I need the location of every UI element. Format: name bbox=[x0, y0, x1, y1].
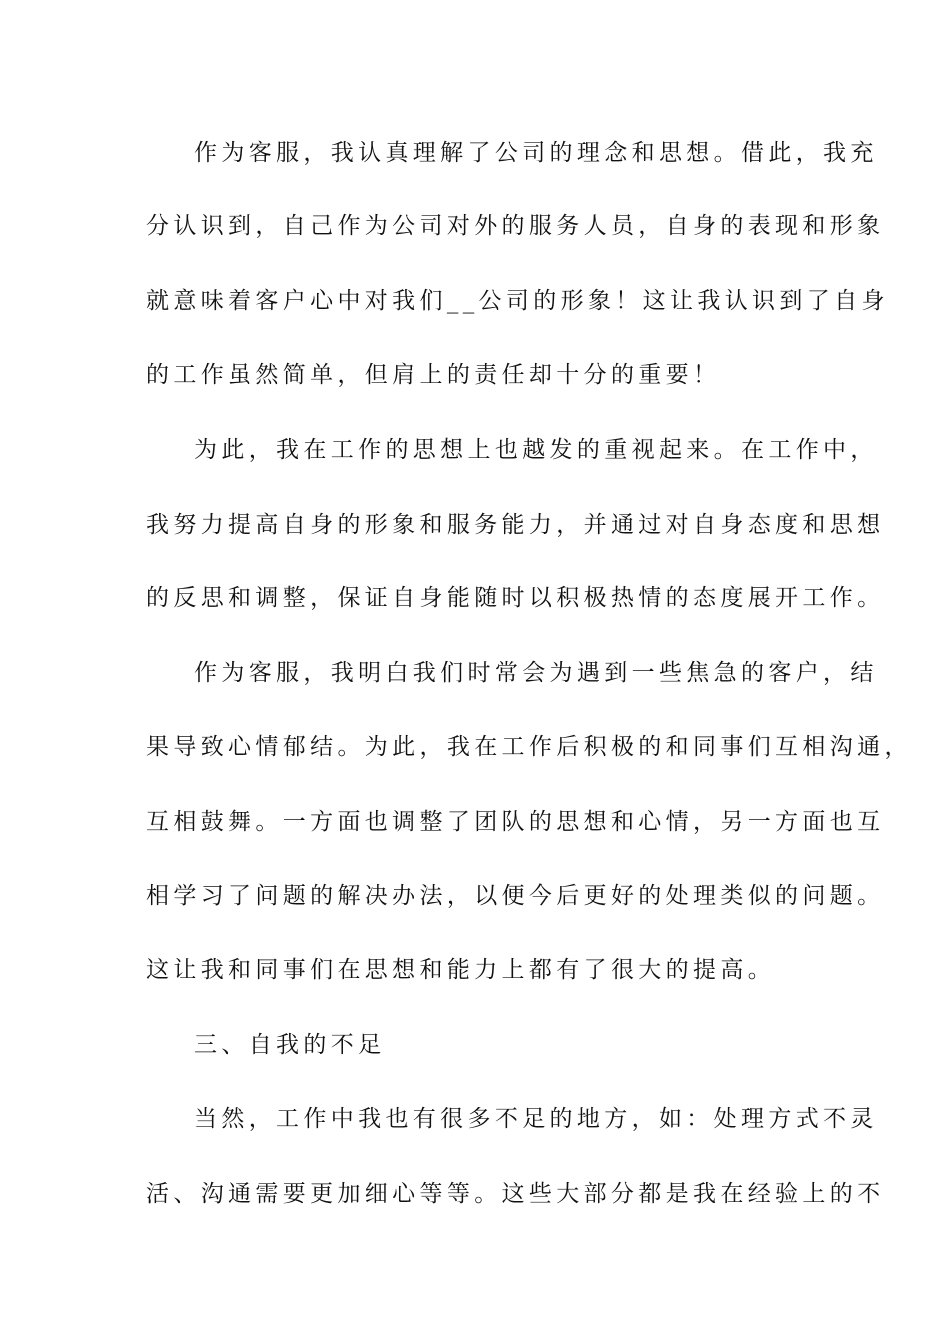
paragraph-1-line-1: 作为客服，我认真理解了公司的理念和思想。借此，我充 bbox=[194, 140, 878, 166]
paragraph-4-line-2: 活、沟通需要更加细心等等。这些大部分都是我在经验上的不 bbox=[146, 1181, 885, 1207]
paragraph-3-line-3: 互相鼓舞。一方面也调整了团队的思想和心情，另一方面也互 bbox=[146, 809, 885, 835]
paragraph-4-line-1: 当然，工作中我也有很多不足的地方，如：处理方式不灵 bbox=[194, 1106, 878, 1132]
paragraph-2-line-1: 为此，我在工作的思想上也越发的重视起来。在工作中， bbox=[194, 437, 878, 463]
paragraph-2-line-3: 的反思和调整，保证自身能随时以积极热情的态度展开工作。 bbox=[146, 585, 885, 611]
paragraph-3-line-2: 果导致心情郁结。为此，我在工作后积极的和同事们互相沟通， bbox=[146, 734, 912, 760]
section-heading: 三、自我的不足 bbox=[194, 1032, 386, 1058]
paragraph-3-line-4: 相学习了问题的解决办法，以便今后更好的处理类似的问题。 bbox=[146, 883, 885, 909]
paragraph-1-line-3: 就意味着客户心中对我们__公司的形象！这让我认识到了自身 bbox=[146, 288, 889, 314]
paragraph-1-line-4: 的工作虽然简单，但肩上的责任却十分的重要！ bbox=[146, 362, 721, 388]
paragraph-2-line-2: 我努力提高自身的形象和服务能力，并通过对自身态度和思想 bbox=[146, 512, 885, 538]
paragraph-3-line-1: 作为客服，我明白我们时常会为遇到一些焦急的客户，结 bbox=[194, 660, 878, 686]
paragraph-3-line-5: 这让我和同事们在思想和能力上都有了很大的提高。 bbox=[146, 957, 776, 983]
paragraph-1-line-2: 分认识到，自己作为公司对外的服务人员，自身的表现和形象 bbox=[146, 213, 885, 239]
